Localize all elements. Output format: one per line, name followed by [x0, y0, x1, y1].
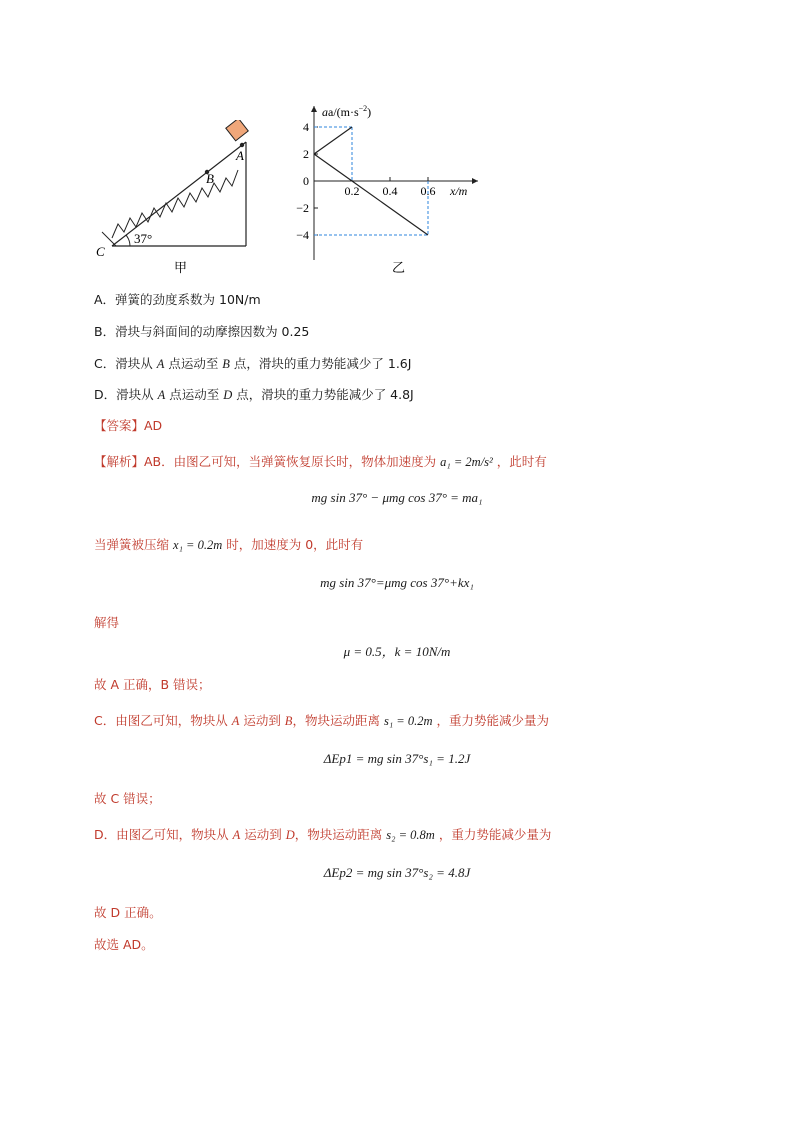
- option-b: B．滑块与斜面间的动摩擦因数为 0.25: [94, 324, 310, 339]
- label-b: B: [206, 171, 214, 186]
- option-c: C．滑块从 A 点运动至 B 点，滑块的重力势能减少了 1.6J: [94, 356, 412, 371]
- figure-yi: [282, 100, 492, 280]
- y-tick-label: 2: [303, 147, 309, 161]
- y-axis-label: $aa/(m\cdot s^{-2})$: [322, 104, 372, 119]
- equation-2: mg sin 37°=μmg cos 37°+kx₁: [320, 575, 474, 590]
- conclusion-d: 故 D 正确。: [94, 905, 162, 920]
- incline-hypotenuse: [112, 142, 246, 246]
- option-d: D．滑块从 A 点运动至 D 点，滑块的重力势能减少了 4.8J: [94, 387, 414, 402]
- analysis-d: D．由图乙可知，物块从 A 运动到 D，物块运动距离 s₂ = 0.8m ，重力势能减少量为: [94, 827, 552, 842]
- label-c: C: [96, 244, 105, 259]
- x-tick-label: 0.2: [344, 184, 360, 198]
- solve-label: 解得: [94, 615, 120, 630]
- final-answer: 故选 AD。: [94, 937, 154, 952]
- label-a: A: [236, 148, 244, 163]
- y-tick-label: 0: [303, 174, 309, 188]
- conclusion-c: 故 C 错误；: [94, 791, 161, 806]
- angle-arc: [126, 235, 130, 246]
- equation-3: μ = 0.5，k = 10N/m: [343, 644, 451, 659]
- option-a: A．弹簧的劲度系数为 10N/m: [94, 292, 261, 307]
- analysis-line1: 【解析】AB．由图乙可知，当弹簧恢复原长时，物体加速度为 a₁ = 2m/s² ，此时有: [94, 454, 547, 469]
- caption-yi: 乙: [392, 261, 406, 276]
- analysis-line2: 当弹簧被压缩 x₁ = 0.2m 时，加速度为 0，此时有: [94, 537, 364, 552]
- x-axis-label: x/m: [450, 184, 468, 198]
- x-tick-label: 0.6: [420, 184, 436, 198]
- point-a: [240, 143, 244, 147]
- equation-5: ΔEp2 = mg sin 37°s₂ = 4.8J: [323, 865, 471, 880]
- slider-block: [226, 120, 248, 141]
- y-tick-label: −2: [296, 201, 309, 215]
- x-tick-label: 0.4: [382, 184, 398, 198]
- angle-label: 37°: [134, 231, 153, 246]
- conclusion-ab: 故 A 正确，B 错误；: [94, 677, 211, 692]
- y-tick-label: 4: [303, 120, 309, 134]
- figure-jia: [90, 120, 265, 280]
- series-upper: [314, 127, 352, 154]
- equation-1: mg sin 37° − μmg cos 37° = ma₁: [311, 490, 483, 505]
- answer: 【答案】AD: [94, 418, 163, 433]
- spring: [112, 170, 238, 238]
- y-tick-label: −4: [296, 228, 309, 242]
- series-a-x: [314, 154, 428, 235]
- analysis-c: C．由图乙可知，物块从 A 运动到 B，物块运动距离 s₁ = 0.2m ，重力势能减少量为: [94, 713, 550, 728]
- equation-4: ΔEp1 = mg sin 37°s₁ = 1.2J: [323, 751, 471, 766]
- caption-jia: 甲: [174, 261, 188, 276]
